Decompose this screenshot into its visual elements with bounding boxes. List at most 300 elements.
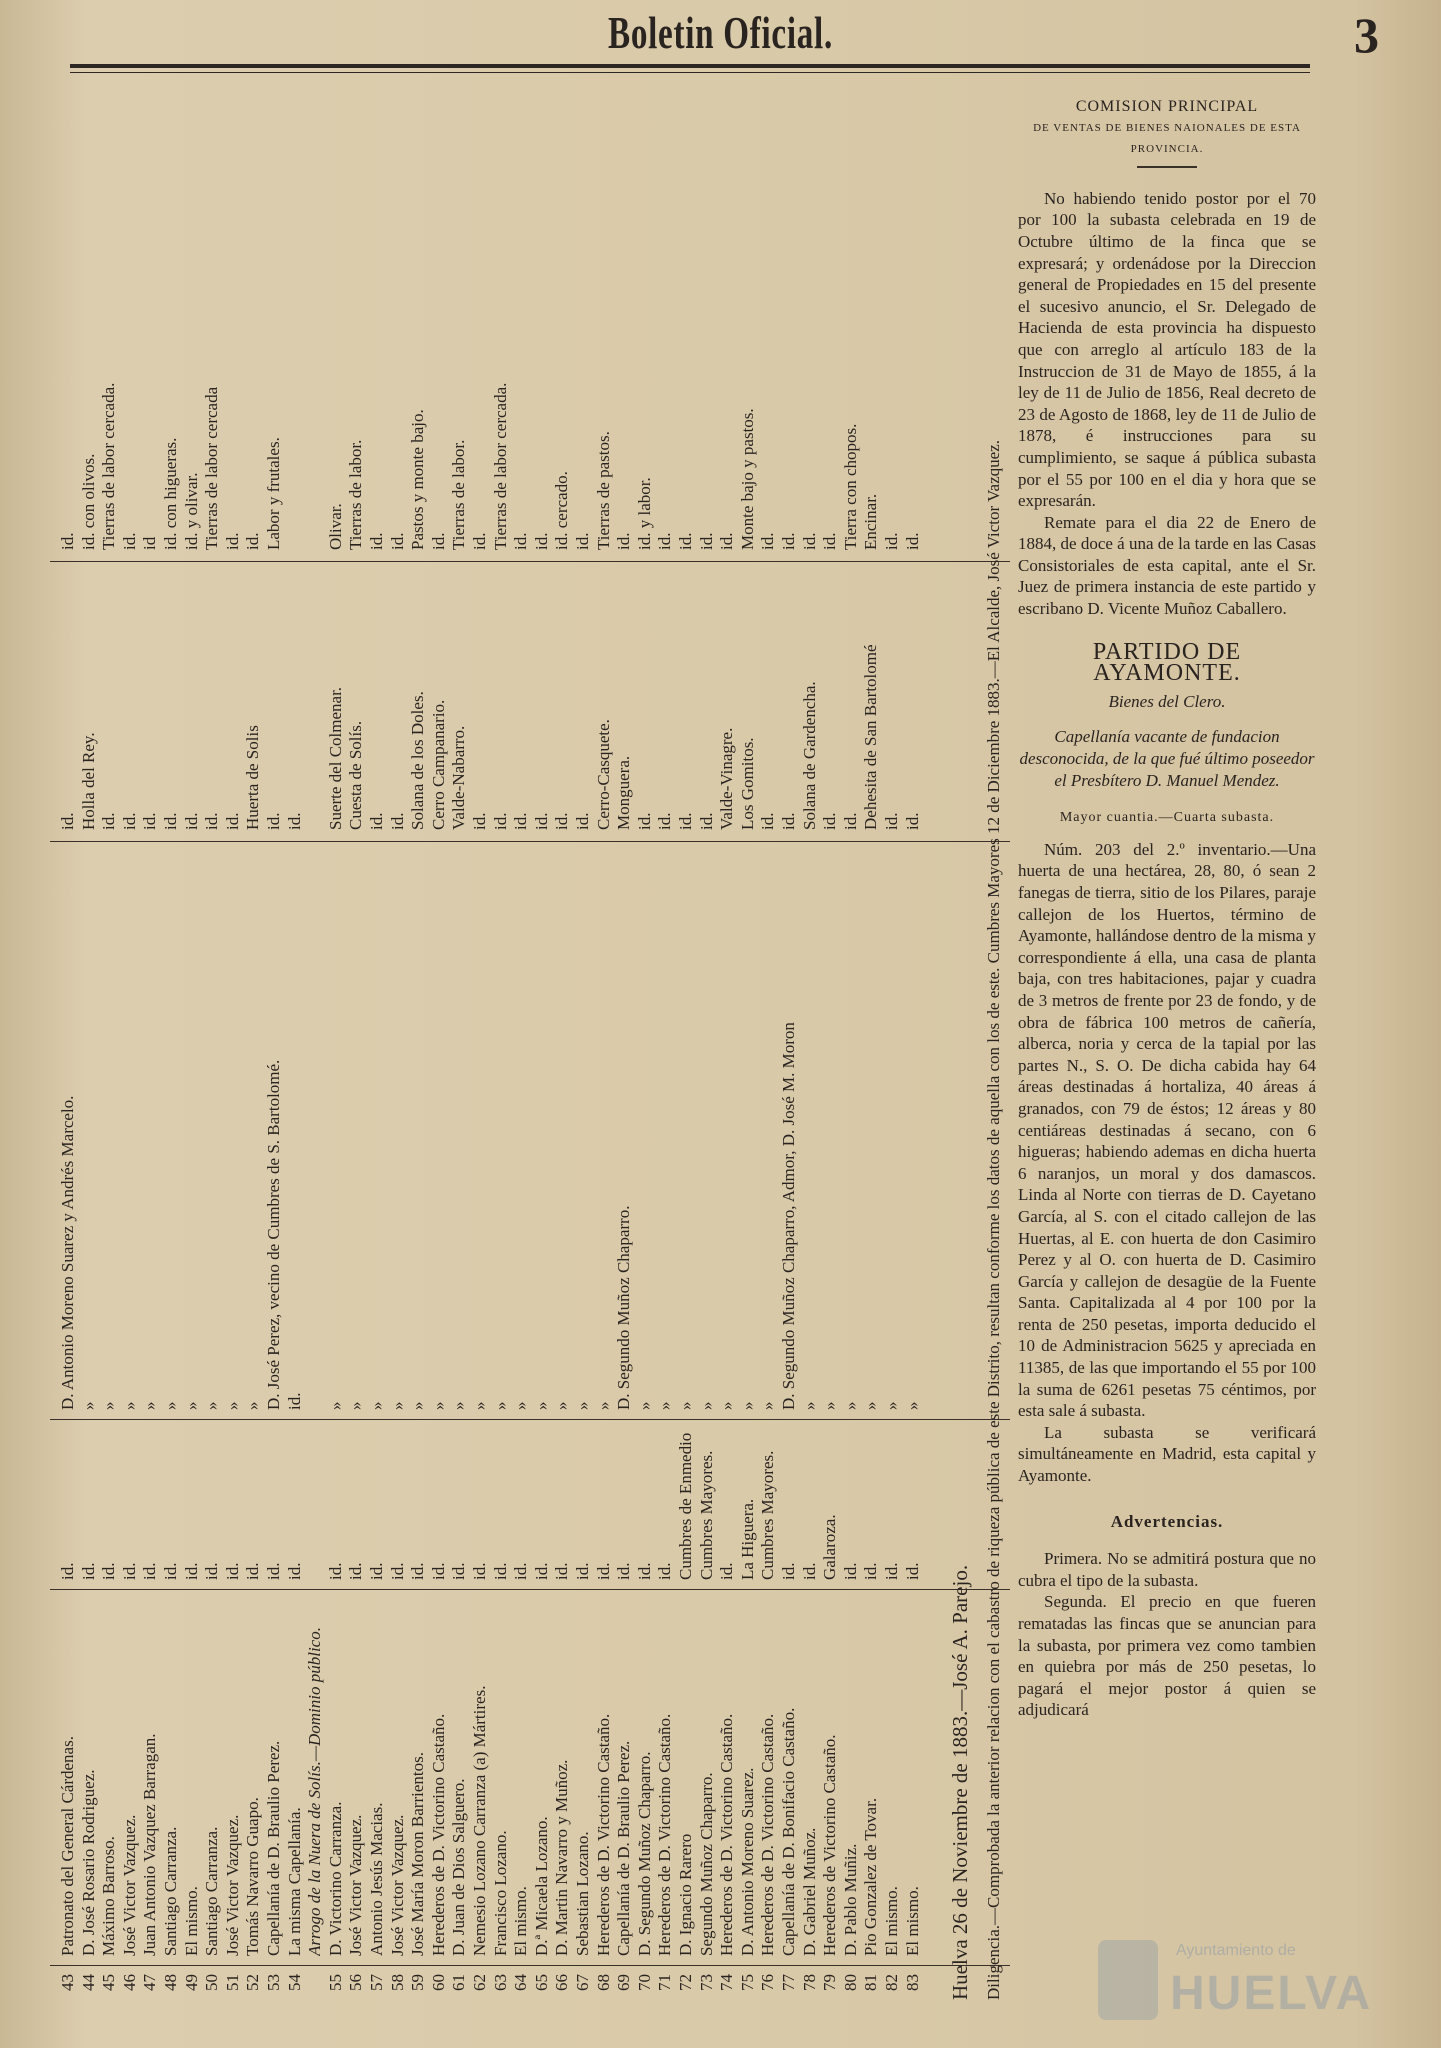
table-row [614,110,634,2010]
place-cell: id. [634,1562,654,1580]
site-cell: id. [552,812,572,830]
site-cell: id. [573,812,592,830]
place-cell: id. [161,1562,180,1580]
owner-cell: Herederos de D. Victorino Castaño. [593,1713,613,1956]
site-cell: id. [779,812,798,830]
table-row [717,110,737,2010]
class-cell: id. [655,532,675,550]
advertencias-heading: Advertencias. [1110,1511,1224,1531]
site-cell: id. [882,812,901,830]
administrator-cell: D. José Perez, vecino de Cumbres de S. Bartolomé. [264,1059,283,1410]
place-cell: id. [717,1562,737,1580]
place-cell: id. [58,1562,77,1580]
site-cell: Holla del Rey. [78,732,98,830]
administrator-cell: id. [284,1392,304,1410]
row-number: 66 [552,1974,572,1991]
row-number: 67 [573,1974,592,1991]
divider [1137,166,1197,168]
administrator-cell: » [840,1401,860,1410]
row-number: 79 [820,1974,840,1991]
class-cell: Tierras de pastos. [593,431,613,550]
row-number: 82 [882,1974,901,1991]
class-cell: id. [387,532,407,550]
owner-cell: D. Victorino Carranza. [325,1801,345,1956]
header-rule [70,64,1310,68]
row-number: 54 [284,1974,304,1991]
owner-cell: D. Ignacio Rarero [676,1833,695,1956]
table-row [140,110,160,2010]
row-number: 47 [140,1974,160,1991]
administrator-cell: » [737,1401,757,1410]
site-cell: Cuesta de Solís. [346,720,366,830]
owner-cell: D. José Rosario Rodriguez. [78,1769,98,1956]
row-number: 77 [779,1974,798,1991]
place-cell: id. [470,1562,489,1580]
rotated-table-region [50,95,1010,2010]
owner-cell: Antonio Jesús Macias. [367,1802,386,1956]
administrator-cell: » [367,1401,386,1410]
administrator-cell: » [181,1401,201,1410]
signature-line: Huelva 26 de Noviembre de 1883.—José A. Parejo. [948,1564,972,2000]
site-cell: id. [840,812,860,830]
class-cell: id. [614,532,634,550]
simultaneous-paragraph: La subasta se verificará simultáneamente en Madrid, esta capital y Ayamonte. [1018,1422,1316,1486]
watermark-subtext: Ayuntamiento de [1176,1942,1296,1959]
class-cell: Tierras de labor cercada. [99,382,119,550]
owner-cell: Tomás Navarro Guapo. [243,1797,263,1956]
row-number: 63 [490,1974,510,1991]
administrator-cell: » [717,1401,737,1410]
administrator-cell: D. Segundo Muñoz Chaparro, Admor, D. José M. Moron [779,1022,798,1410]
table-row [449,110,469,2010]
place-cell: id. [264,1562,283,1580]
table-row [573,110,593,2010]
administrator-cell: » [902,1401,922,1410]
owner-cell: El mismo. [902,1886,922,1956]
owner-cell: Capellanía de D. Bonifacio Castaño. [779,1707,798,1956]
class-cell: id. [799,532,819,550]
administrator-cell: » [820,1401,840,1410]
place-cell: id. [573,1562,592,1580]
site-cell: id. [161,812,180,830]
owner-cell: Segundo Muñoz Chaparro. [696,1772,716,1956]
class-cell: Tierras de labor. [346,439,366,550]
class-cell: id [140,536,160,550]
remate-paragraph: Remate para el dia 22 de Enero de 1884, de doce á una de la tarde en las Casas Consistoriales de esta capital, ante el Sr. Juez de primera instancia de este partido y escribano D. Vicente Muñoz Caballero. [1018,512,1316,619]
table-row [594,110,614,2010]
site-cell: id. [511,812,531,830]
administrator-cell: » [346,1401,366,1410]
commission-subheading: DE VENTAS DE BIENES NAIONALES DE ESTA PROVINCIA. [1033,121,1301,156]
table-row [388,110,408,2010]
table-row [120,110,140,2010]
place-cell: Cumbres de Enmedio [676,1432,695,1580]
right-column [1018,96,1316,1721]
administrator-cell: » [552,1401,572,1410]
administrator-cell: » [490,1401,510,1410]
administrator-cell: » [325,1401,345,1410]
capellania-text: Capellanía vacante de fundacion desconocida, de la que fué último poseedor el Presbítero D. Manuel Mendez. [1019,727,1315,790]
table-row [491,110,511,2010]
owner-cell: D. Gabriel Muñoz. [799,1827,819,1956]
administrator-cell: » [634,1401,654,1410]
advertencia-second: Segunda. El precio en que fueren rematadas las fincas que se anuncian para la subasta, por primera vez como tambien en quiebra por más de 250 pesetas, lo pagará el mejor postor á quien se adjudicará [1018,1592,1316,1720]
class-cell: id. [758,532,778,550]
administrator-cell: » [99,1401,119,1410]
place-cell: id. [449,1562,469,1580]
place-cell: id. [284,1562,304,1580]
table-row [841,110,861,2010]
administrator-cell: » [531,1401,551,1410]
table-row [800,110,820,2010]
place-cell: id. [511,1562,531,1580]
class-cell: id. [243,532,263,550]
property-description: Núm. 203 del 2.º inventario.—Una huerta de una hectárea, 28, 80, ó sean 2 fanegas de tierra, sitio de los Pilares, paraje callejon de los Huertos, término de Ayamonte, hallándose dentro de la misma y correspondiente á ella, una casa de planta baja, con tres habitaciones, pajar y cuadra de 3 metros de frente por 23 de fondo, y de obra de fábrica 100 metros de cañería, alberca, noria y cerca de la tapial por las partes N., S. O. De dicha cabida hay 64 áreas destinadas á hortaliza, 40 áreas á granados, con 79 de éstos; 12 áreas y 80 centiáreas destinadas á secano, con 6 higueras; habiendo ademas en dicha huerta 6 naranjos, un moral y dos damascos. Linda al Norte con tierras de D. Cayetano García, al S. con el citado callejon de las Huertas, al E. con huerta de don Casimiro Perez y al O. con huerta de D. Casimiro García y callejon de desagüe de la Fuente Santa. Capitalizada al 4 por 100 por la renta de 250 pesetas, importa deducido el 10 de Administracion 5625 y apreciada en 11385, de las que importando el 55 por 100 la suma de 6261 pesetas 75 céntimos, por esta sale á subasta. [1018,839,1316,1421]
table-row [697,110,717,2010]
table-row [285,110,305,2010]
table-row [326,110,346,2010]
owner-cell: Herederos de D. Victorino Castaño. [428,1713,448,1956]
table-row [655,110,675,2010]
place-cell: id. [861,1562,881,1580]
administrator-cell: » [78,1401,98,1410]
row-number: 70 [634,1974,654,1991]
site-cell: Los Gomitos. [737,737,757,830]
owner-cell: Pio Gonzalez de Tovar. [861,1797,881,1956]
class-cell: id. [222,532,242,550]
table-row [243,110,263,2010]
row-number: 44 [78,1974,98,1991]
row-number: 60 [428,1974,448,1991]
place-cell: id. [78,1562,98,1580]
announcement-paragraph: No habiendo tenido postor por el 70 por 100 la subasta celebrada en 19 de Octubre último de la finca que se expresará; y ordenádose por la Direccion general de Propiedades en 15 del presente el sucesivo anuncio, el Sr. Delegado de Hacienda de esta provincia ha dispuesto que con arreglo al artículo 183 de la Instruccion de 31 de Mayo de 1855, á la ley de 11 de Julio de 1856, Real decreto de 23 de Agosto de 1868, ley de 11 de Julio de 1878, é instrucciones para su cumplimiento, se saque á pública subasta por el 55 por 100 en el dia y hora que se expresarán. [1018,188,1316,511]
class-cell: id. con olivos. [78,453,98,550]
class-cell: id. [511,532,531,550]
page-number: 3 [1354,7,1379,63]
row-number: 65 [531,1974,551,1991]
class-cell: id. con higueras. [161,437,180,550]
place-cell: id. [593,1562,613,1580]
administrator-cell: » [655,1401,675,1410]
administrator-cell: » [222,1401,242,1410]
place-cell: id. [202,1562,222,1580]
table-row [758,110,778,2010]
site-cell: id. [202,812,222,830]
class-cell: id. [531,532,551,550]
partido-heading: PARTIDO DE AYAMONTE. [1092,638,1242,687]
class-cell: Monte bajo y pastos. [737,408,757,550]
site-cell: id. [634,812,654,830]
class-cell: Pastos y monte bajo. [408,409,428,550]
site-cell: id. [99,812,119,830]
site-cell: id. [758,812,778,830]
owner-cell: Nemesio Lozano Carranza (a) Mártires. [470,1685,489,1956]
place-cell: id. [902,1562,922,1580]
place-cell: id. [119,1562,139,1580]
place-cell: id. [428,1562,448,1580]
row-number: 76 [758,1974,778,1991]
table-row [470,110,490,2010]
owner-cell: Arrogo de la Nuera de Solís.—Dominio público. [305,1627,325,1956]
table-row [223,110,243,2010]
row-number: 73 [696,1974,716,1991]
table-row [903,110,923,2010]
site-cell: id. [367,812,386,830]
place-cell: id. [325,1562,345,1580]
row-number: 83 [902,1974,922,1991]
class-cell: id. [573,532,592,550]
administrator-cell: » [387,1401,407,1410]
table-row [779,110,799,2010]
row-number: 69 [614,1974,634,1991]
site-cell: id. [696,812,716,830]
class-cell: id. [882,532,901,550]
owner-cell: D. Martin Navarro y Muñoz. [552,1759,572,1956]
administrator-cell: » [676,1401,695,1410]
class-cell: id. [902,532,922,550]
table-row [676,110,696,2010]
row-number: 58 [387,1974,407,1991]
row-number: 53 [264,1974,283,1991]
class-cell: id. y labor. [634,477,654,550]
table-row [367,110,387,2010]
row-number: 55 [325,1974,345,1991]
administrator-cell: » [449,1401,469,1410]
site-cell: id. [264,812,283,830]
place-cell: id. [779,1562,798,1580]
place-cell: Cumbres Mayores. [696,1450,716,1580]
administrator-cell: » [470,1401,489,1410]
place-cell: id. [181,1562,201,1580]
owner-cell: D. Segundo Muñoz Chaparro. [634,1751,654,1956]
owner-cell: José Victor Vazquez. [346,1814,366,1956]
owner-cell: José Victor Vazquez. [222,1814,242,1956]
owner-cell: D.ª Micaela Lozano. [531,1816,551,1956]
bienes-heading: Bienes del Clero. [1108,691,1226,711]
row-number: 75 [737,1974,757,1991]
class-cell: Tierras de labor cercada [202,386,222,550]
place-cell: id. [140,1562,160,1580]
administrator-cell: D. Segundo Muñoz Chaparro. [614,1205,634,1410]
row-number: 72 [676,1974,695,1991]
owner-cell: El mismo. [511,1886,531,1956]
class-cell: Tierras de labor cercada. [490,382,510,550]
cuantia-line: Mayor cuantia.—Cuarta subasta. [1059,810,1275,826]
site-cell: Solana de los Doles. [408,691,428,830]
owner-cell: José María Moron Barrientos. [408,1752,428,1956]
place-cell: id. [531,1562,551,1580]
place-cell: Cumbres Mayores. [758,1450,778,1580]
site-cell: Cerro-Casquete. [593,719,613,830]
site-cell: id. [119,812,139,830]
administrator-cell: » [119,1401,139,1410]
row-number: 46 [119,1974,139,1991]
page-title: Boletin Oficial. [608,7,833,58]
site-cell: Dehesita de San Bartolomé [861,644,881,830]
administrator-cell: » [511,1401,531,1410]
place-cell: id. [799,1562,819,1580]
row-number: 78 [799,1974,819,1991]
owner-cell: Herederos de D. Victorino Castaño. [655,1713,675,1956]
row-number: 68 [593,1974,613,1991]
table-row [264,110,284,2010]
owner-cell: Santiago Carranza. [161,1826,180,1956]
table-row [346,110,366,2010]
site-cell: Valde-Vinagre. [717,727,737,830]
row-number: 56 [346,1974,366,1991]
row-number: 43 [58,1974,77,1991]
place-cell: id. [840,1562,860,1580]
owner-cell: D. Pablo Muñiz. [840,1843,860,1956]
administrator-cell: » [861,1401,881,1410]
site-cell: Valde-Nabarro. [449,725,469,830]
row-number: 49 [181,1974,201,1991]
site-cell: Suerte del Colmenar. [325,686,345,830]
place-cell: Galaroza. [820,1514,840,1580]
administrator-cell: » [882,1401,901,1410]
owner-cell: El mismo. [882,1886,901,1956]
class-cell: id. [428,532,448,550]
table-row [429,110,449,2010]
owner-cell: D. Juan de Dios Salguero. [449,1778,469,1956]
place-cell: id. [222,1562,242,1580]
table-row [882,110,902,2010]
row-number: 74 [717,1974,737,1991]
row-number: 59 [408,1974,428,1991]
class-cell: id. [119,532,139,550]
site-cell: id. [222,812,242,830]
class-cell: Tierra con chopos. [840,423,860,550]
site-cell: id. [676,812,695,830]
table-row [305,110,325,2010]
administrator-cell: » [408,1401,428,1410]
administrator-cell: » [758,1401,778,1410]
table-row [532,110,552,2010]
administrator-cell: » [140,1401,160,1410]
site-cell: id. [820,812,840,830]
administrator-cell: » [799,1401,819,1410]
table-row [58,110,78,2010]
row-number: 71 [655,1974,675,1991]
administrator-cell: » [428,1401,448,1410]
site-cell: id. [387,812,407,830]
owner-cell: Capellanía de D. Braulio Perez. [264,1740,283,1956]
row-number: 64 [511,1974,531,1991]
property-table [50,95,1010,2010]
owner-cell: Sebastian Lozano. [573,1831,592,1956]
table-row [635,110,655,2010]
row-number: 51 [222,1974,242,1991]
owner-cell: Herederos de D. Victorino Castaño. [758,1713,778,1956]
row-number: 57 [367,1974,386,1991]
place-cell: id. [655,1562,675,1580]
class-cell: id. [676,532,695,550]
class-cell: Tierras de labor. [449,439,469,550]
header-rule-thin [70,72,1310,73]
site-cell: id. [655,812,675,830]
site-cell: id. [181,812,201,830]
site-cell: id. [140,812,160,830]
administrator-cell: D. Antonio Moreno Suarez y Andrés Marcelo. [58,1095,77,1410]
place-cell: La Higuera. [737,1498,757,1580]
place-cell: id. [243,1562,263,1580]
administrator-cell: » [243,1401,263,1410]
owner-cell: Herederos de D. Victorino Castaño. [717,1713,737,1956]
administrator-cell: » [696,1401,716,1410]
row-number: 50 [202,1974,222,1991]
owner-cell: La misma Capellanía. [284,1807,304,1956]
site-cell: Cerro Campanario. [428,699,448,830]
class-cell: id. [820,532,840,550]
place-cell: id. [614,1562,634,1580]
owner-cell: José Victor Vazquez. [387,1814,407,1956]
class-cell: id. y olivar. [181,472,201,550]
class-cell: Encinar. [861,493,881,550]
table-row [861,110,881,2010]
advertencia-first: Primera. No se admitirá postura que no cubra el tipo de la subasta. [1018,1549,1316,1590]
row-number: 80 [840,1974,860,1991]
owner-cell: Máximo Barroso. [99,1836,119,1956]
owner-cell: Patronato del General Cárdenas. [58,1736,77,1956]
row-number: 62 [470,1974,489,1991]
owner-cell: D. Antonio Moreno Suarez. [737,1767,757,1956]
administrator-cell: » [573,1401,592,1410]
commission-heading: COMISION PRINCIPAL [1075,98,1259,115]
owner-cell: Herederos de Victorino Castaño. [820,1734,840,1956]
class-cell: id. [470,532,489,550]
place-cell: id. [99,1562,119,1580]
table-row [820,110,840,2010]
row-number: 52 [243,1974,263,1991]
administrator-cell: » [202,1401,222,1410]
watermark-text: HUELVA [1170,1967,1373,2020]
place-cell: id. [552,1562,572,1580]
owner-cell: Santiago Carranza. [202,1826,222,1956]
row-number: 61 [449,1974,469,1991]
class-cell: id. [696,532,716,550]
site-cell: id. [531,812,551,830]
table-row [408,110,428,2010]
site-cell: id. [490,812,510,830]
class-cell: Labor y frutales. [264,437,283,550]
table-row [161,110,181,2010]
table-row [738,110,758,2010]
administrator-cell: » [161,1401,180,1410]
site-cell: Monguera. [614,755,634,830]
place-cell: id. [882,1562,901,1580]
place-cell: id. [408,1562,428,1580]
class-cell: id. [367,532,386,550]
table-row [202,110,222,2010]
class-cell: id. cercado. [552,471,572,550]
owner-cell: Francisco Lozano. [490,1830,510,1956]
class-cell: Olivar. [325,503,345,550]
owner-cell: José Victor Vazquez. [119,1814,139,1956]
row-number: 45 [99,1974,119,1991]
table-row [79,110,99,2010]
owner-cell: Juan Antonio Vazquez Barragan. [140,1733,160,1956]
class-cell: id. [58,532,77,550]
place-cell: id. [346,1562,366,1580]
row-number: 81 [861,1974,881,1991]
row-number: 48 [161,1974,180,1991]
class-cell: id. [717,532,737,550]
table-row [511,110,531,2010]
administrator-cell: » [593,1401,613,1410]
place-cell: id. [387,1562,407,1580]
place-cell: id. [490,1562,510,1580]
diligencia-line: Diligencia.—Comprobada la anterior relacion con el cabastro de riqueza pública de este Distrito, resultan conforme los datos de aquella con los de este. Cumbres Mayores 12 de Diciembre 1883.—El Alcalde, José Victor Vazquez. [984,440,1003,2000]
